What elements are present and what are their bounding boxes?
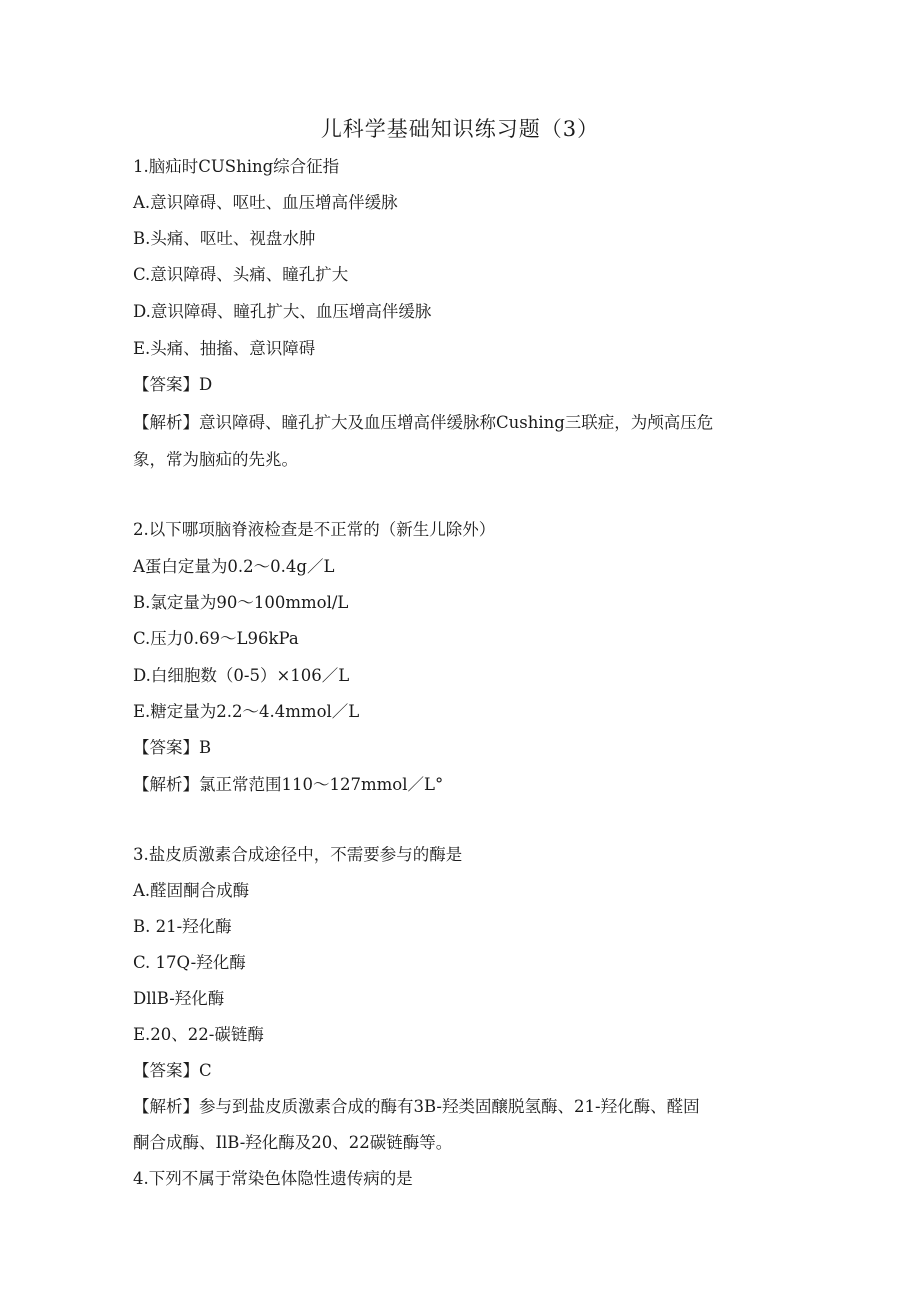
question-2-option-d: D.白细胞数（0-5）×106／L	[133, 666, 350, 685]
question-1-stem: 1.脑疝时CUShing综合征指	[133, 157, 340, 176]
question-3-explanation-line-2: 酮合成酶、IlB-羟化酶及20、22碳链酶等。	[133, 1133, 453, 1152]
question-2-option-e: E.糖定量为2.2～4.4mmol／L	[133, 702, 360, 721]
question-3-option-e: E.20、22-碳链酶	[133, 1025, 264, 1044]
question-1-option-a: A.意识障碍、呕吐、血压增高伴缓脉	[133, 193, 398, 212]
question-1-explanation-line-2: 象，常为脑疝的先兆。	[133, 450, 298, 469]
question-3-option-d: DllB-羟化酶	[133, 989, 225, 1008]
question-2-explanation-line-1: 【解析】氯正常范围110～127mmol／L°	[133, 775, 444, 794]
question-1-option-d: D.意识障碍、瞳孔扩大、血压增高伴缓脉	[133, 302, 432, 321]
document-title: 儿科学基础知识练习题（3）	[320, 117, 600, 141]
question-2-stem: 2.以下哪项脑脊液检查是不正常的（新生儿除外）	[133, 520, 496, 539]
question-3-stem: 3.盐皮质激素合成途径中，不需要参与的酶是	[133, 845, 463, 864]
question-2-option-b: B.氯定量为90～100mmol/L	[133, 593, 349, 612]
question-3-answer: 【答案】C	[133, 1061, 212, 1080]
question-1-option-b: B.头痛、呕吐、视盘水肿	[133, 229, 316, 248]
question-3-option-c: C. 17Q-羟化酶	[133, 953, 246, 972]
question-4-stem: 4.下列不属于常染色体隐性遗传病的是	[133, 1169, 413, 1188]
question-1-answer: 【答案】D	[133, 375, 213, 394]
question-3-option-b: B. 21-羟化酶	[133, 917, 232, 936]
question-2-option-c: C.压力0.69～L96kPa	[133, 629, 299, 648]
question-3-option-a: A.醛固酮合成酶	[133, 881, 250, 900]
question-1-option-c: C.意识障碍、头痛、瞳孔扩大	[133, 265, 349, 284]
question-2-option-a: A蛋白定量为0.2～0.4g／L	[133, 557, 335, 576]
question-2-answer: 【答案】B	[133, 738, 212, 757]
question-1-explanation-line-1: 【解析】意识障碍、瞳孔扩大及血压增高伴缓脉称Cushing三联症，为颅高压危	[133, 413, 714, 432]
question-3-explanation-line-1: 【解析】参与到盐皮质激素合成的酶有3B-羟类固醸脱氢酶、21-羟化酶、醛固	[133, 1097, 700, 1116]
question-1-option-e: E.头痛、抽搐、意识障碍	[133, 339, 316, 358]
